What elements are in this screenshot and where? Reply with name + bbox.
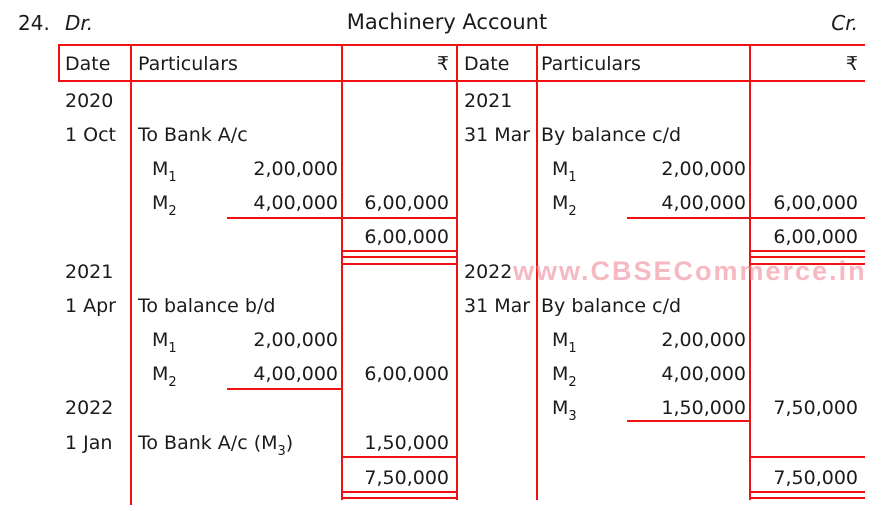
machine-subscript: 2 xyxy=(168,375,177,390)
total-rule-left1-c xyxy=(341,263,457,265)
left-particulars xyxy=(138,432,294,459)
divider-line-left-edge xyxy=(58,44,60,82)
underline-right-section2 xyxy=(627,420,751,422)
divider-line-date-left xyxy=(130,44,132,505)
machine-amount: 4,00,000 xyxy=(253,363,338,385)
right-date: 31 Mar xyxy=(464,124,531,146)
column-header-particulars-right: Particulars xyxy=(541,53,641,75)
cr-label: Cr. xyxy=(831,11,858,35)
machine-subscript: 1 xyxy=(168,341,177,356)
total-rule-right2-top xyxy=(749,456,865,458)
left-date: 1 Oct xyxy=(65,124,116,146)
machine-label xyxy=(552,192,577,219)
total-rule-left2-b xyxy=(341,497,457,499)
particulars-text: To Bank A/c (M xyxy=(138,432,278,454)
dr-label: Dr. xyxy=(65,11,94,35)
total-rule-left1-a xyxy=(341,250,457,252)
machine-subscript: 1 xyxy=(168,170,177,185)
particulars-text: ) xyxy=(285,432,294,454)
machine-amount: 4,00,000 xyxy=(253,192,338,214)
machine-amount: 2,00,000 xyxy=(253,158,338,180)
right-particulars: By balance c/d xyxy=(541,124,682,146)
column-header-date-left: Date xyxy=(65,53,111,75)
underline-left-section1 xyxy=(227,217,457,219)
machine-label xyxy=(552,158,577,185)
machine-label xyxy=(552,363,577,390)
machine-label xyxy=(152,158,177,185)
amount-cell: 6,00,000 xyxy=(364,363,449,385)
right-date: 2021 xyxy=(464,90,513,112)
machine-subscript: 2 xyxy=(568,375,577,390)
amount-cell: 7,50,000 xyxy=(773,397,858,419)
divider-line-table-top xyxy=(58,44,865,46)
machine-label xyxy=(152,192,177,219)
machine-amount: 2,00,000 xyxy=(661,329,746,351)
machine-letter: M xyxy=(552,329,569,351)
machine-letter: M xyxy=(152,158,169,180)
machine-subscript: 2 xyxy=(568,204,577,219)
right-particulars: By balance c/d xyxy=(541,295,682,317)
column-header-particulars-left: Particulars xyxy=(138,53,238,75)
total-cell: 6,00,000 xyxy=(773,226,858,248)
machine-amount: 2,00,000 xyxy=(253,329,338,351)
divider-line-amount-left xyxy=(341,44,343,500)
machine-subscript: 1 xyxy=(568,341,577,356)
total-rule-right2-b xyxy=(749,497,865,499)
total-rule-left2-top xyxy=(341,456,457,458)
watermark: www.CBSECommerce.in xyxy=(513,256,867,286)
left-particulars: To balance b/d xyxy=(138,295,276,317)
machine-amount: 4,00,000 xyxy=(661,363,746,385)
total-rule-right1-a xyxy=(749,250,865,252)
machine-amount: 1,50,000 xyxy=(661,397,746,419)
problem-number: 24. xyxy=(18,11,50,35)
machine-label xyxy=(552,329,577,356)
total-rule-left1-b xyxy=(341,256,457,258)
left-date: 1 Jan xyxy=(65,432,113,454)
divider-line-middle xyxy=(456,44,458,500)
amount-cell: 1,50,000 xyxy=(364,432,449,454)
machine-letter: M xyxy=(152,192,169,214)
left-date: 2021 xyxy=(65,261,114,283)
underline-left-section2 xyxy=(227,388,342,390)
machine-label xyxy=(552,397,577,424)
machine-letter: M xyxy=(152,363,169,385)
machine-label xyxy=(152,329,177,356)
left-date: 2020 xyxy=(65,90,114,112)
left-date: 2022 xyxy=(65,397,114,419)
machine-subscript: 1 xyxy=(568,170,577,185)
underline-right-section1 xyxy=(627,217,865,219)
machine-subscript: 2 xyxy=(168,204,177,219)
total-rule-right2-a xyxy=(749,491,865,493)
total-rule-left2-a xyxy=(341,491,457,493)
machine-subscript: 3 xyxy=(568,409,577,424)
column-header-amount-right: ₹ xyxy=(845,53,858,75)
machine-label xyxy=(152,363,177,390)
machine-letter: M xyxy=(552,158,569,180)
column-header-amount-left: ₹ xyxy=(436,53,449,75)
machine-letter: M xyxy=(552,363,569,385)
machine-amount: 4,00,000 xyxy=(661,192,746,214)
amount-cell: 6,00,000 xyxy=(773,192,858,214)
column-header-date-right: Date xyxy=(464,53,510,75)
account-title: Machinery Account xyxy=(346,10,548,34)
total-cell: 6,00,000 xyxy=(364,226,449,248)
left-date: 1 Apr xyxy=(65,295,116,317)
machine-letter: M xyxy=(152,329,169,351)
total-cell: 7,50,000 xyxy=(364,467,449,489)
machine-subscript: 3 xyxy=(277,444,286,459)
right-date: 2022 xyxy=(464,261,513,283)
left-particulars: To Bank A/c xyxy=(138,124,248,146)
machine-amount: 2,00,000 xyxy=(661,158,746,180)
right-date: 31 Mar xyxy=(464,295,531,317)
total-cell: 7,50,000 xyxy=(773,467,858,489)
machine-letter: M xyxy=(552,397,569,419)
divider-line-header-bottom xyxy=(58,80,865,82)
amount-cell: 6,00,000 xyxy=(364,192,449,214)
machine-letter: M xyxy=(552,192,569,214)
